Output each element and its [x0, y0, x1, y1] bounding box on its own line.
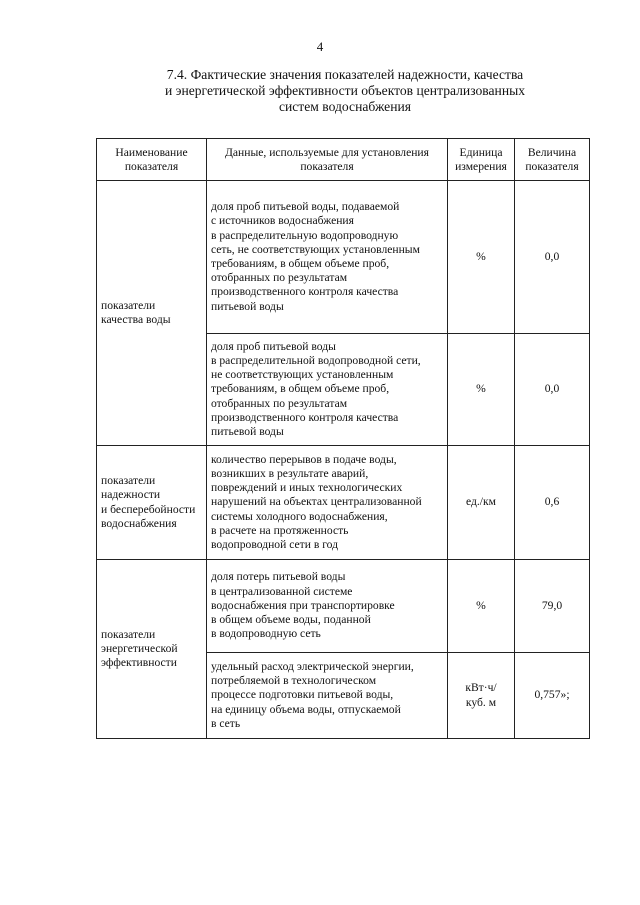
row-description: доля потерь питьевой воды в централизованной системе водоснабжения при транспортировке в общем объеме воды, поданной в водопроводную сеть: [207, 560, 448, 653]
group-name-water-quality: показатели качества воды: [97, 181, 207, 446]
table-row: [97, 560, 590, 653]
row-value: 0,0: [515, 181, 590, 334]
heading-line: и энергетической эффективности объектов централизованных: [164, 83, 526, 98]
row-unit: %: [448, 560, 515, 653]
row-description: удельный расход электрической энергии, потребляемой в технологическом процессе подготовки питьевой воды, на единицу объема воды, отпускаемой в сеть: [207, 653, 448, 739]
header-value: Величина показателя: [515, 139, 590, 181]
table-row: [97, 446, 590, 560]
heading-line: 7.4. Фактические значения показателей надежности, качества: [166, 67, 524, 82]
row-value: 0,0: [515, 334, 590, 446]
group-name-reliability: показатели надежности и бесперебойности водоснабжения: [97, 446, 207, 560]
row-value: 79,0: [515, 560, 590, 653]
row-description: доля проб питьевой воды, подаваемой с источников водоснабжения в распределительную водопроводную сеть, не соответствующих установленным требованиям, в общем объеме проб, отобранных по результатам производственного контроля качества питьевой воды: [207, 181, 448, 334]
row-unit: %: [448, 334, 515, 446]
header-source-data: Данные, используемые для установления показателя: [207, 139, 448, 181]
section-heading: [120, 67, 570, 115]
row-description: количество перерывов в подаче воды, возникших в результате аварий, повреждений и иных технологических нарушений на объектах централизованной системы холодного водоснабжения, в расчете на протяженность водопроводной сети в год: [207, 446, 448, 560]
header-indicator-name: Наименование показателя: [97, 139, 207, 181]
row-unit: %: [448, 181, 515, 334]
row-description: доля проб питьевой воды в распределительной водопроводной сети, не соответствующих установленным требованиям, в общем объеме проб, отобранных по результатам производственного контроля качества питьевой воды: [207, 334, 448, 446]
indicators-table: [96, 138, 590, 739]
table-header-row: [97, 139, 590, 181]
group-name-energy-efficiency: показатели энергетической эффективности: [97, 560, 207, 739]
row-unit: ед./км: [448, 446, 515, 560]
row-value: 0,6: [515, 446, 590, 560]
header-unit: Единица измерения: [448, 139, 515, 181]
row-value: 0,757»;: [515, 653, 590, 739]
page-number: 4: [316, 39, 324, 54]
heading-line: систем водоснабжения: [278, 99, 412, 114]
table-row: [97, 181, 590, 334]
row-unit: кВт·ч/ куб. м: [448, 653, 515, 739]
